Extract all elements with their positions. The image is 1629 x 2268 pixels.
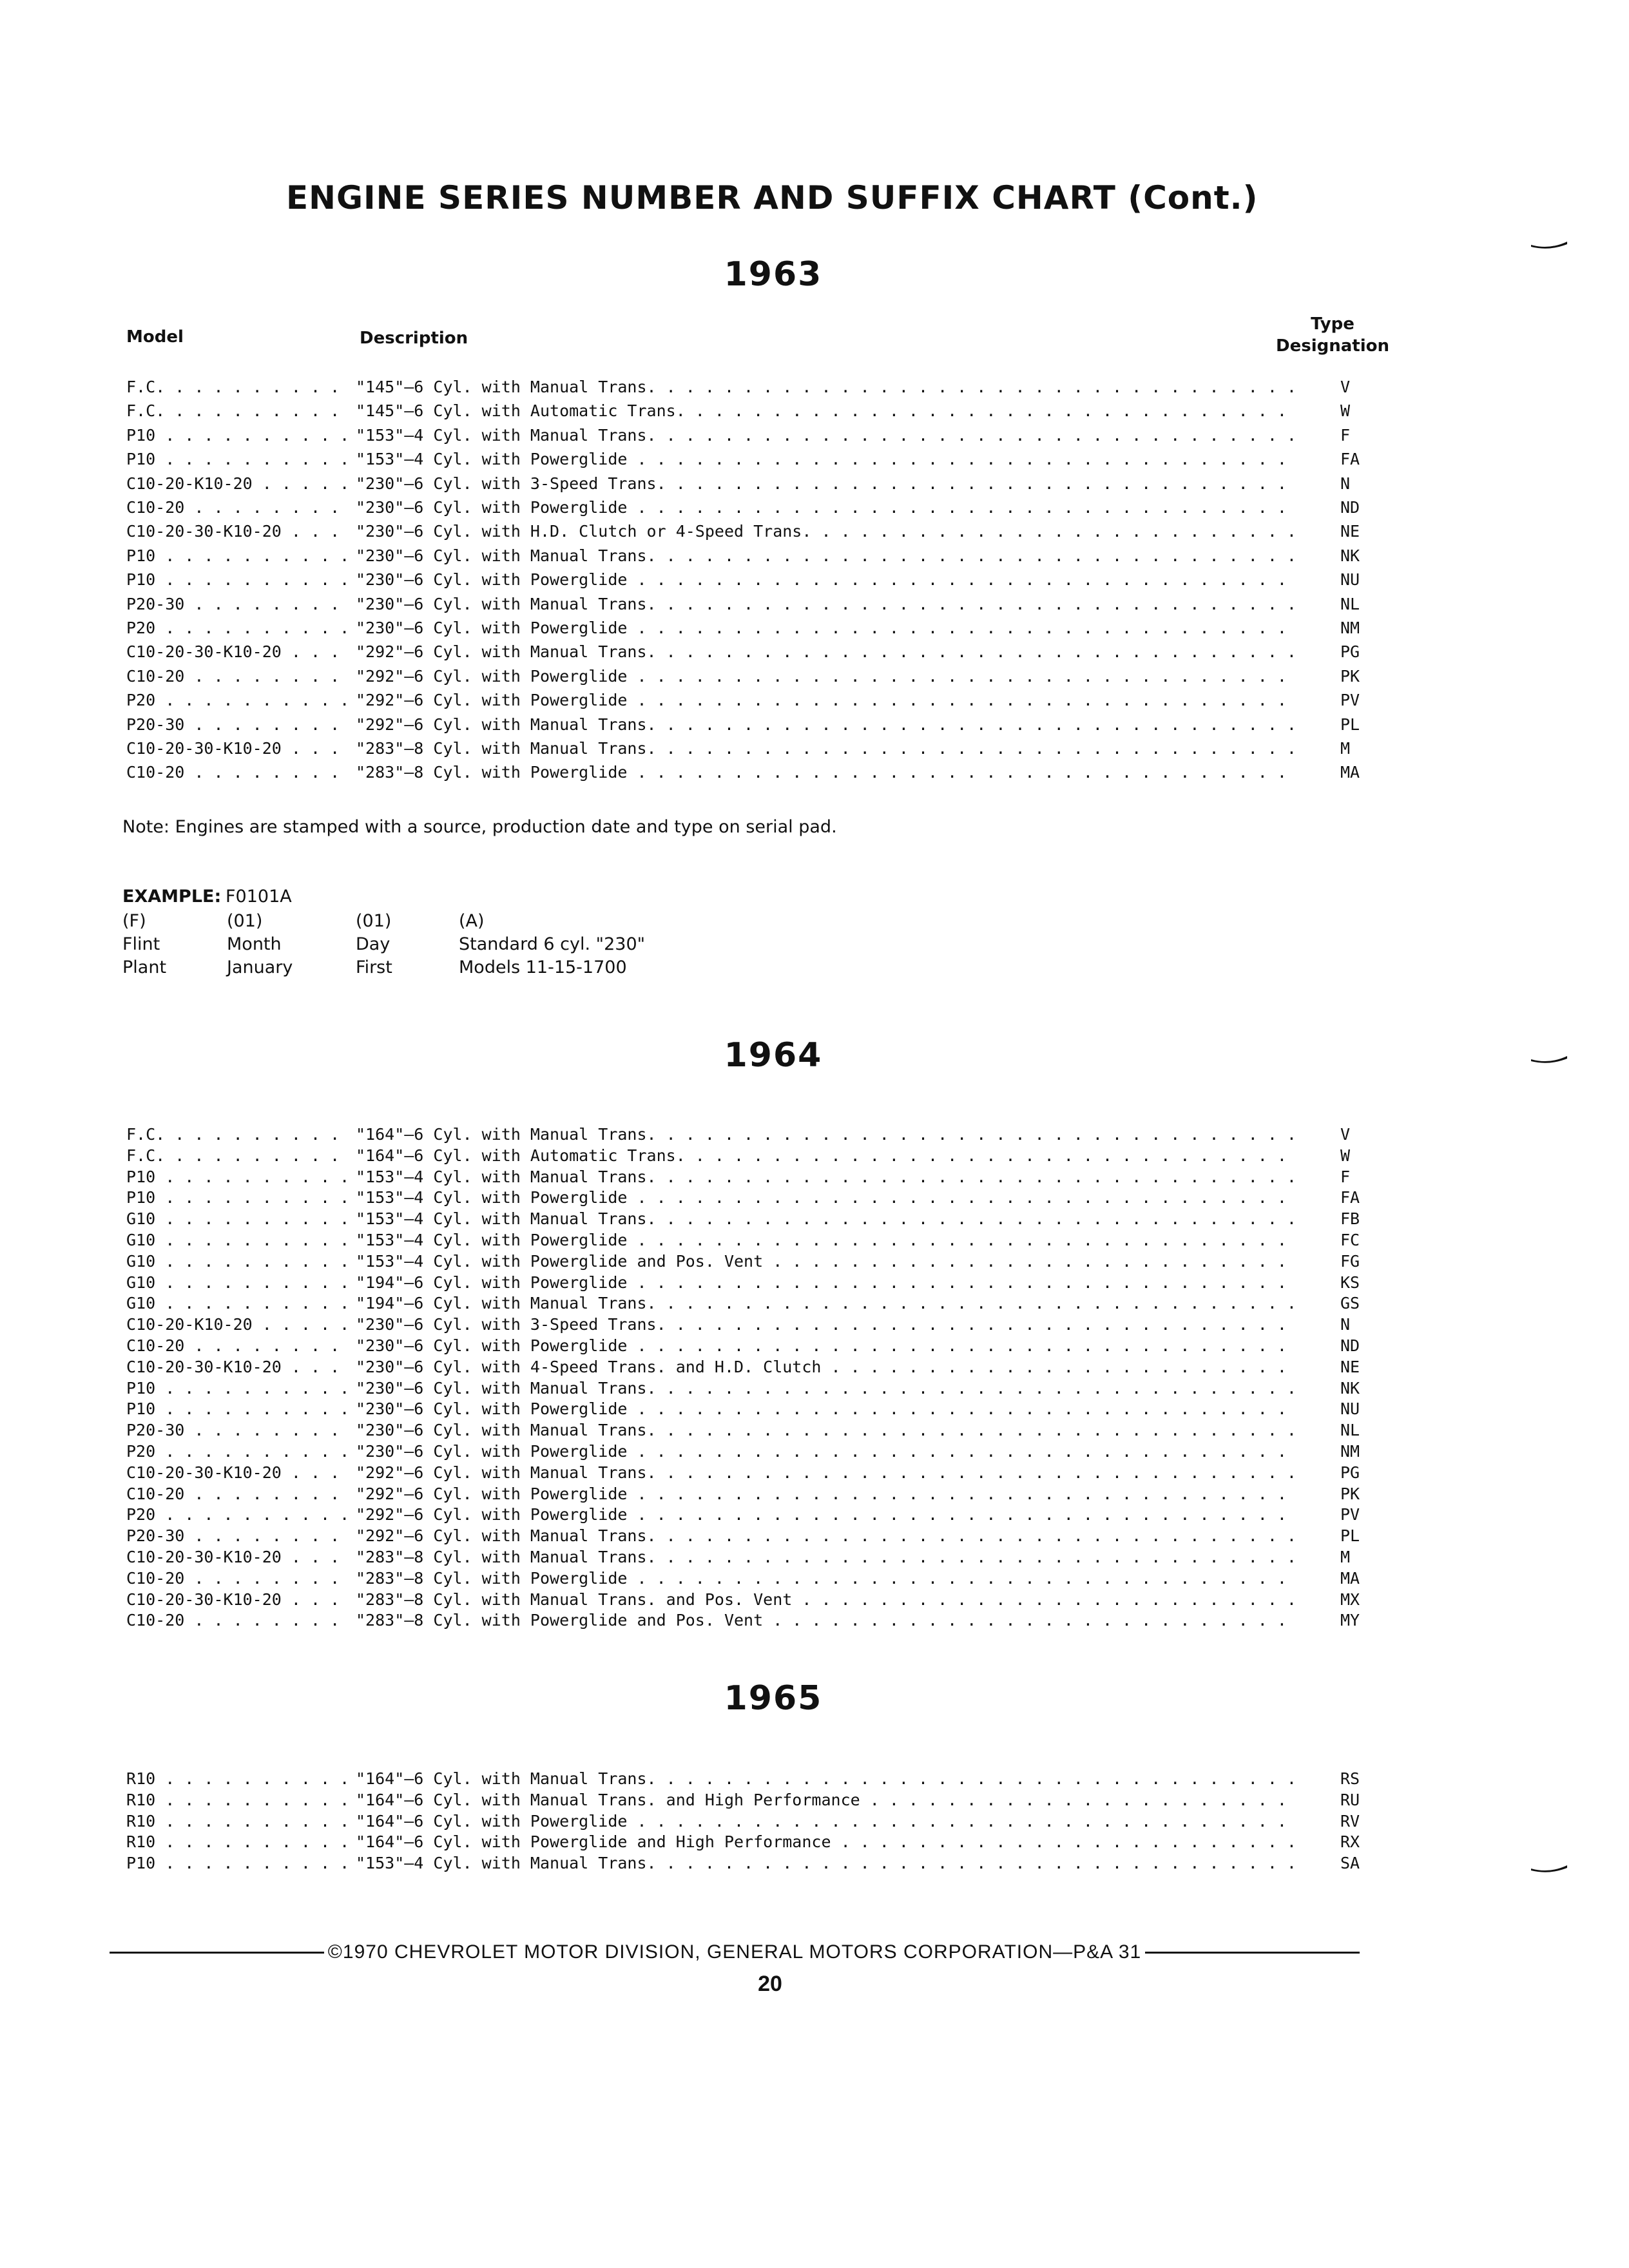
table-row: [0, 595, 1629, 616]
type-code-cell: N: [1340, 474, 1351, 493]
model-cell: P10 . . .: [126, 450, 352, 468]
type-code-cell: MX: [1340, 1590, 1360, 1609]
description-cell: "292"–6 Cyl. with Manual Trans. . . .: [356, 1463, 1296, 1482]
description-cell: "230"–6 Cyl. with Manual Trans. . . .: [356, 546, 1296, 565]
description-cell: "153"–4 Cyl. with Powerglide . . .: [356, 450, 1296, 468]
description-cell: "230"–6 Cyl. with 4-Speed Trans. and H.D. Clutch . . .: [356, 1358, 1296, 1376]
description-cell: "153"–4 Cyl. with Manual Trans. . . .: [356, 426, 1296, 445]
description-cell: "230"–6 Cyl. with Manual Trans. . . .: [356, 1421, 1296, 1439]
description-cell: "194"–6 Cyl. with Powerglide . . .: [356, 1273, 1296, 1292]
model-cell: C10-20-30-K10-20 . . .: [126, 1590, 352, 1609]
section-year-1964: 1964: [724, 1036, 823, 1075]
model-cell: P10 . . .: [126, 1854, 352, 1872]
type-code-cell: FA: [1340, 450, 1360, 469]
column-header-model: Model: [126, 327, 184, 347]
table-row: [0, 1231, 1629, 1252]
table-row: [0, 1769, 1629, 1791]
table-row: [0, 1548, 1629, 1569]
model-cell: P20 . . .: [126, 1442, 352, 1461]
description-cell: "153"–4 Cyl. with Manual Trans. . . .: [356, 1854, 1296, 1872]
type-code-cell: MY: [1340, 1611, 1360, 1630]
description-cell: "292"–6 Cyl. with Powerglide . . .: [356, 1505, 1296, 1524]
example-label: EXAMPLE:: [122, 887, 222, 907]
description-cell: "164"–6 Cyl. with Manual Trans. . . .: [356, 1125, 1296, 1144]
copyright-text: ©1970 CHEVROLET MOTOR DIVISION, GENERAL MOTORS CORPORATION—P&A 31: [327, 1941, 1142, 1963]
table-row: [0, 739, 1629, 760]
description-cell: "230"–6 Cyl. with Manual Trans. . . .: [356, 1379, 1296, 1398]
table-row: [0, 570, 1629, 591]
type-code-cell: NM: [1340, 1442, 1360, 1461]
type-code-cell: PK: [1340, 666, 1360, 686]
model-cell: C10-20-30-K10-20 . . .: [126, 522, 352, 541]
binder-mark-icon: [1530, 241, 1568, 250]
table-row: [0, 378, 1629, 399]
footer-rule-right: [1145, 1952, 1360, 1954]
binder-mark-icon: [1530, 1865, 1568, 1874]
type-code-cell: RU: [1340, 1790, 1360, 1809]
model-cell: R10 . . .: [126, 1791, 352, 1809]
type-code-cell: NL: [1340, 594, 1360, 613]
description-cell: "292"–6 Cyl. with Manual Trans. . . .: [356, 642, 1296, 661]
type-code-cell: F: [1340, 425, 1351, 445]
type-code-cell: MA: [1340, 763, 1360, 782]
description-cell: "230"–6 Cyl. with Powerglide . . .: [356, 498, 1296, 517]
type-code-cell: NE: [1340, 1357, 1360, 1376]
description-cell: "230"–6 Cyl. with Powerglide . . .: [356, 1336, 1296, 1355]
table-row: [0, 1188, 1629, 1209]
model-cell: C10-20 . . .: [126, 1611, 352, 1629]
description-cell: "153"–4 Cyl. with Powerglide . . .: [356, 1231, 1296, 1249]
model-cell: P20-30 . . .: [126, 595, 352, 613]
table-row: [0, 1854, 1629, 1875]
table-row: [0, 1505, 1629, 1526]
type-code-cell: V: [1340, 378, 1351, 396]
description-cell: "153"–4 Cyl. with Powerglide . . .: [356, 1188, 1296, 1207]
example-part-month-line1: Month: [227, 934, 282, 954]
binder-mark-icon: [1530, 1055, 1568, 1064]
table-row: [0, 1485, 1629, 1506]
table-row: [0, 1273, 1629, 1294]
table-row: [0, 1294, 1629, 1315]
type-code-cell: NU: [1340, 570, 1360, 590]
table-row: [0, 691, 1629, 712]
example-part-plant-line2: Plant: [122, 957, 167, 977]
description-cell: "153"–4 Cyl. with Manual Trans. . . .: [356, 1209, 1296, 1228]
table-row: [0, 1146, 1629, 1168]
example-part-day-line2: First: [356, 957, 392, 977]
description-cell: "283"–8 Cyl. with Powerglide . . .: [356, 763, 1296, 782]
model-cell: P20 . . .: [126, 691, 352, 709]
type-code-cell: FG: [1340, 1251, 1360, 1271]
description-cell: "283"–8 Cyl. with Manual Trans. and Pos. Vent . . .: [356, 1590, 1296, 1609]
type-code-cell: F: [1340, 1167, 1351, 1186]
model-cell: P20-30 . . .: [126, 715, 352, 734]
type-code-cell: ND: [1340, 1336, 1360, 1355]
model-cell: G10 . . .: [126, 1231, 352, 1249]
model-cell: C10-20-K10-20 . . .: [126, 1315, 352, 1334]
description-cell: "164"–6 Cyl. with Manual Trans. . . .: [356, 1769, 1296, 1788]
section-year-1965: 1965: [724, 1679, 823, 1718]
example-part-month-code: (01): [227, 911, 263, 931]
section-year-1963: 1963: [724, 255, 823, 294]
model-cell: C10-20-K10-20 . . .: [126, 474, 352, 493]
type-code-cell: RX: [1340, 1832, 1360, 1852]
model-cell: F.C. . . .: [126, 1146, 352, 1165]
description-cell: "164"–6 Cyl. with Manual Trans. and High Performance . . .: [356, 1791, 1296, 1809]
type-code-cell: PL: [1340, 1526, 1360, 1546]
table-row: [0, 1379, 1629, 1400]
type-code-cell: NM: [1340, 619, 1360, 637]
description-cell: "164"–6 Cyl. with Automatic Trans. . . .: [356, 1146, 1296, 1165]
description-cell: "230"–6 Cyl. with H.D. Clutch or 4-Speed Trans. . . .: [356, 522, 1296, 541]
model-cell: P10 . . .: [126, 1399, 352, 1418]
column-header-type-line1: Type: [1311, 314, 1354, 334]
table-row: [0, 1526, 1629, 1548]
table-row: [0, 1832, 1629, 1854]
type-code-cell: M: [1340, 1548, 1351, 1566]
model-cell: G10 . . .: [126, 1273, 352, 1292]
table-row: [0, 546, 1629, 568]
table-row: [0, 1125, 1629, 1146]
model-cell: C10-20-30-K10-20 . . .: [126, 1358, 352, 1376]
model-cell: C10-20-30-K10-20 . . .: [126, 1463, 352, 1482]
description-cell: "292"–6 Cyl. with Powerglide . . .: [356, 1485, 1296, 1503]
model-cell: P20 . . .: [126, 619, 352, 637]
example-part-plant-code: (F): [122, 911, 146, 931]
model-cell: C10-20 . . .: [126, 1336, 352, 1355]
description-cell: "292"–6 Cyl. with Powerglide . . .: [356, 667, 1296, 686]
model-cell: C10-20-30-K10-20 . . .: [126, 739, 352, 758]
example-part-plant-line1: Flint: [122, 934, 160, 954]
model-cell: P20 . . .: [126, 1505, 352, 1524]
description-cell: "164"–6 Cyl. with Powerglide . . .: [356, 1812, 1296, 1831]
table-row: [0, 619, 1629, 640]
description-cell: "230"–6 Cyl. with Manual Trans. . . .: [356, 595, 1296, 613]
model-cell: P20-30 . . .: [126, 1526, 352, 1545]
column-header-description: Description: [360, 329, 468, 348]
type-code-cell: PG: [1340, 1463, 1360, 1482]
model-cell: F.C. . . .: [126, 401, 352, 420]
example-part-day-line1: Day: [356, 934, 390, 954]
table-row: [0, 522, 1629, 543]
description-cell: "153"–4 Cyl. with Manual Trans. . . .: [356, 1168, 1296, 1186]
table-row: [0, 1336, 1629, 1358]
type-code-cell: KS: [1340, 1273, 1360, 1292]
description-cell: "194"–6 Cyl. with Manual Trans. . . .: [356, 1294, 1296, 1312]
table-row: [0, 1168, 1629, 1189]
table-row: [0, 1812, 1629, 1833]
type-code-cell: PV: [1340, 1505, 1360, 1524]
table-row: [0, 1252, 1629, 1273]
type-code-cell: RS: [1340, 1769, 1360, 1788]
type-code-cell: NK: [1340, 546, 1360, 565]
table-row: [0, 1358, 1629, 1379]
table-row: [0, 1421, 1629, 1442]
model-cell: P10 . . .: [126, 1379, 352, 1398]
model-cell: C10-20 . . .: [126, 498, 352, 517]
table-row: [0, 763, 1629, 784]
type-code-cell: NE: [1340, 522, 1360, 541]
description-cell: "145"–6 Cyl. with Manual Trans. . . .: [356, 378, 1296, 396]
example-part-type-line2: Models 11-15-1700: [459, 957, 627, 977]
model-cell: R10 . . .: [126, 1769, 352, 1788]
description-cell: "283"–8 Cyl. with Powerglide . . .: [356, 1569, 1296, 1588]
page-number: 20: [758, 1972, 782, 1996]
type-code-cell: PG: [1340, 642, 1360, 662]
example-value: F0101A: [226, 887, 292, 907]
type-code-cell: GS: [1340, 1294, 1360, 1313]
description-cell: "292"–6 Cyl. with Manual Trans. . . .: [356, 715, 1296, 734]
type-code-cell: W: [1340, 401, 1351, 421]
description-cell: "230"–6 Cyl. with Powerglide . . .: [356, 570, 1296, 589]
table-row: [0, 1209, 1629, 1231]
type-code-cell: W: [1340, 1146, 1351, 1165]
example-part-type-code: (A): [459, 911, 485, 931]
description-cell: "283"–8 Cyl. with Manual Trans. . . .: [356, 739, 1296, 758]
table-row: [0, 1399, 1629, 1421]
description-cell: "230"–6 Cyl. with 3-Speed Trans. . . .: [356, 1315, 1296, 1334]
type-code-cell: PV: [1340, 691, 1360, 710]
model-cell: F.C. . . .: [126, 1125, 352, 1144]
description-cell: "230"–6 Cyl. with Powerglide . . .: [356, 619, 1296, 637]
example-part-type-line1: Standard 6 cyl. "230": [459, 934, 646, 954]
type-code-cell: FB: [1340, 1209, 1360, 1229]
table-row: [0, 426, 1629, 447]
model-cell: P10 . . .: [126, 570, 352, 589]
model-cell: P10 . . .: [126, 546, 352, 565]
example-part-month-line2: January: [227, 957, 293, 977]
model-cell: C10-20 . . .: [126, 1485, 352, 1503]
table-row: [0, 1569, 1629, 1590]
description-cell: "230"–6 Cyl. with Powerglide . . .: [356, 1442, 1296, 1461]
table-row: [0, 450, 1629, 471]
table-row: [0, 1791, 1629, 1812]
type-code-cell: V: [1340, 1125, 1351, 1144]
model-cell: R10 . . .: [126, 1832, 352, 1851]
serial-pad-note: Note: Engines are stamped with a source, production date and type on serial pad.: [122, 817, 837, 837]
type-code-cell: N: [1340, 1315, 1351, 1334]
table-row: [0, 667, 1629, 688]
footer-rule-left: [110, 1952, 324, 1954]
model-cell: P20-30 . . .: [126, 1421, 352, 1439]
model-cell: C10-20 . . .: [126, 763, 352, 782]
table-row: [0, 642, 1629, 664]
type-code-cell: FA: [1340, 1188, 1360, 1207]
model-cell: F.C. . . .: [126, 378, 352, 396]
table-row: [0, 1315, 1629, 1336]
description-cell: "153"–4 Cyl. with Powerglide and Pos. Vent . . .: [356, 1252, 1296, 1271]
model-cell: P10 . . .: [126, 1168, 352, 1186]
description-cell: "230"–6 Cyl. with 3-Speed Trans. . . .: [356, 474, 1296, 493]
table-row: [0, 1590, 1629, 1611]
page-title: ENGINE SERIES NUMBER AND SUFFIX CHART (Cont.): [286, 179, 1258, 216]
table-row: [0, 474, 1629, 495]
model-cell: C10-20-30-K10-20 . . .: [126, 642, 352, 661]
model-cell: G10 . . .: [126, 1209, 352, 1228]
type-code-cell: PK: [1340, 1484, 1360, 1503]
model-cell: P10 . . .: [126, 426, 352, 445]
model-cell: G10 . . .: [126, 1294, 352, 1312]
type-code-cell: PL: [1340, 715, 1360, 734]
description-cell: "292"–6 Cyl. with Manual Trans. . . .: [356, 1526, 1296, 1545]
table-row: [0, 1463, 1629, 1485]
description-cell: "230"–6 Cyl. with Powerglide . . .: [356, 1399, 1296, 1418]
model-cell: P10 . . .: [126, 1188, 352, 1207]
type-code-cell: NL: [1340, 1421, 1360, 1440]
description-cell: "283"–8 Cyl. with Manual Trans. . . .: [356, 1548, 1296, 1566]
type-code-cell: FC: [1340, 1231, 1360, 1249]
type-code-cell: NK: [1340, 1378, 1360, 1398]
table-row: [0, 401, 1629, 423]
model-cell: G10 . . .: [126, 1252, 352, 1271]
type-code-cell: RV: [1340, 1811, 1360, 1831]
description-cell: "283"–8 Cyl. with Powerglide and Pos. Vent . . .: [356, 1611, 1296, 1629]
type-code-cell: M: [1340, 739, 1351, 758]
type-code-cell: ND: [1340, 498, 1360, 517]
column-header-type-designation: [1262, 313, 1403, 357]
type-code-cell: NU: [1340, 1399, 1360, 1419]
model-cell: C10-20 . . .: [126, 667, 352, 686]
table-row: [0, 498, 1629, 519]
model-cell: C10-20 . . .: [126, 1569, 352, 1588]
type-code-cell: SA: [1340, 1854, 1360, 1873]
description-cell: "164"–6 Cyl. with Powerglide and High Performance . . .: [356, 1832, 1296, 1851]
table-row: [0, 1442, 1629, 1463]
description-cell: "292"–6 Cyl. with Powerglide . . .: [356, 691, 1296, 709]
example-part-day-code: (01): [356, 911, 392, 931]
copyright-footer: [110, 1939, 1360, 1965]
type-code-cell: MA: [1340, 1568, 1360, 1588]
model-cell: C10-20-30-K10-20 . . .: [126, 1548, 352, 1566]
table-row: [0, 715, 1629, 736]
description-cell: "145"–6 Cyl. with Automatic Trans. . . .: [356, 401, 1296, 420]
column-header-type-line2: Designation: [1276, 336, 1389, 356]
table-row: [0, 1611, 1629, 1632]
model-cell: R10 . . .: [126, 1812, 352, 1831]
